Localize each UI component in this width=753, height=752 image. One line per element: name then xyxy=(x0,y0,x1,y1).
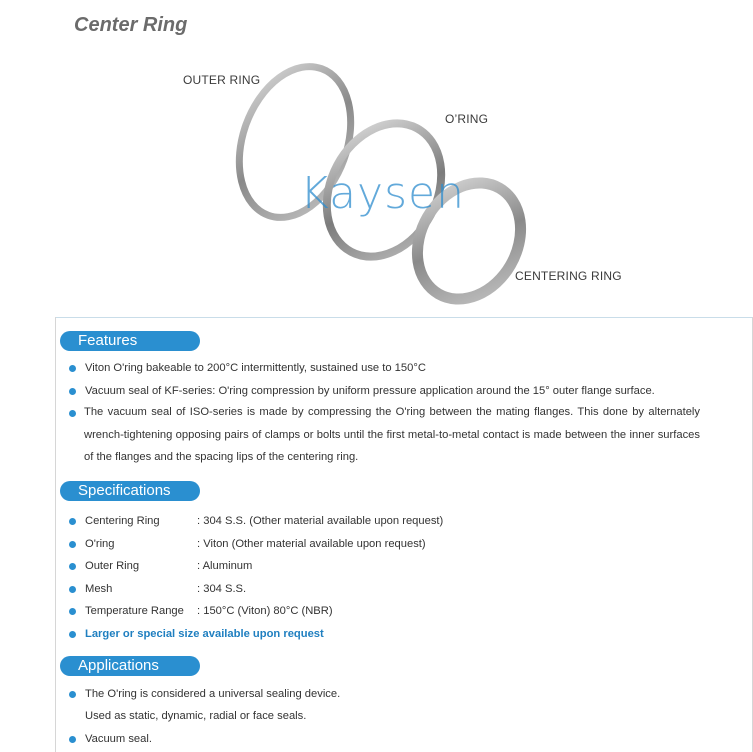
bullet-icon xyxy=(69,388,76,395)
bullet-icon xyxy=(69,541,76,548)
bullet-icon xyxy=(69,736,76,743)
section-divider xyxy=(55,317,753,318)
spec-key: Centering Ring xyxy=(85,515,160,527)
bullet-icon xyxy=(69,365,76,372)
bullet-icon xyxy=(69,410,76,417)
outer-ring-label: OUTER RING xyxy=(183,73,261,87)
brand-watermark: Kaysen xyxy=(300,168,465,219)
bullet-icon xyxy=(69,586,76,593)
spec-note: Larger or special size available upon request xyxy=(85,628,324,640)
page-title: Center Ring xyxy=(74,14,188,36)
spec-value: : 304 S.S. (Other material available upon request) xyxy=(197,515,444,527)
application-item: The O'ring is considered a universal sealing device. xyxy=(85,688,341,700)
features-heading: Features xyxy=(60,331,200,351)
feature-item: Viton O'ring bakeable to 200°C intermittently, sustained use to 150°C xyxy=(85,362,426,374)
bullet-icon xyxy=(69,691,76,698)
ring-illustration xyxy=(0,0,753,320)
rings-diagram xyxy=(0,0,753,320)
centering-ring-label: CENTERING RING xyxy=(515,269,622,283)
spec-key: Temperature Range xyxy=(85,605,184,617)
bullet-icon xyxy=(69,608,76,615)
content-left-border xyxy=(55,317,56,752)
bullet-icon xyxy=(69,563,76,570)
spec-value: : Aluminum xyxy=(197,560,253,572)
spec-value: : 304 S.S. xyxy=(197,583,247,595)
spec-key: O'ring xyxy=(85,538,115,550)
application-item: Vacuum seal. xyxy=(85,733,152,745)
spec-value: : Viton (Other material available upon request) xyxy=(197,538,426,550)
bullet-icon xyxy=(69,631,76,638)
feature-item: Vacuum seal of KF-series: O'ring compression by uniform pressure application around the 15° outer flange surface. xyxy=(85,385,655,397)
spec-key: Mesh xyxy=(85,583,113,595)
bullet-icon xyxy=(69,518,76,525)
applications-heading: Applications xyxy=(60,656,200,676)
feature-item: The vacuum seal of ISO-series is made by compressing the O'ring between the mating flanges. This done by alternately wrench-tightening opposing pairs of clamps or bolts until the first metal-to-metal contact is made between the inner surfaces of the flanges and the spacing lips of the centering ring. xyxy=(84,406,700,463)
specifications-heading: Specifications xyxy=(60,481,200,501)
o-ring-label: O’RING xyxy=(445,112,489,126)
spec-value: : 150°C (Viton) 80°C (NBR) xyxy=(197,605,333,617)
application-item: Used as static, dynamic, radial or face seals. xyxy=(85,710,307,722)
spec-key: Outer Ring xyxy=(85,560,140,572)
